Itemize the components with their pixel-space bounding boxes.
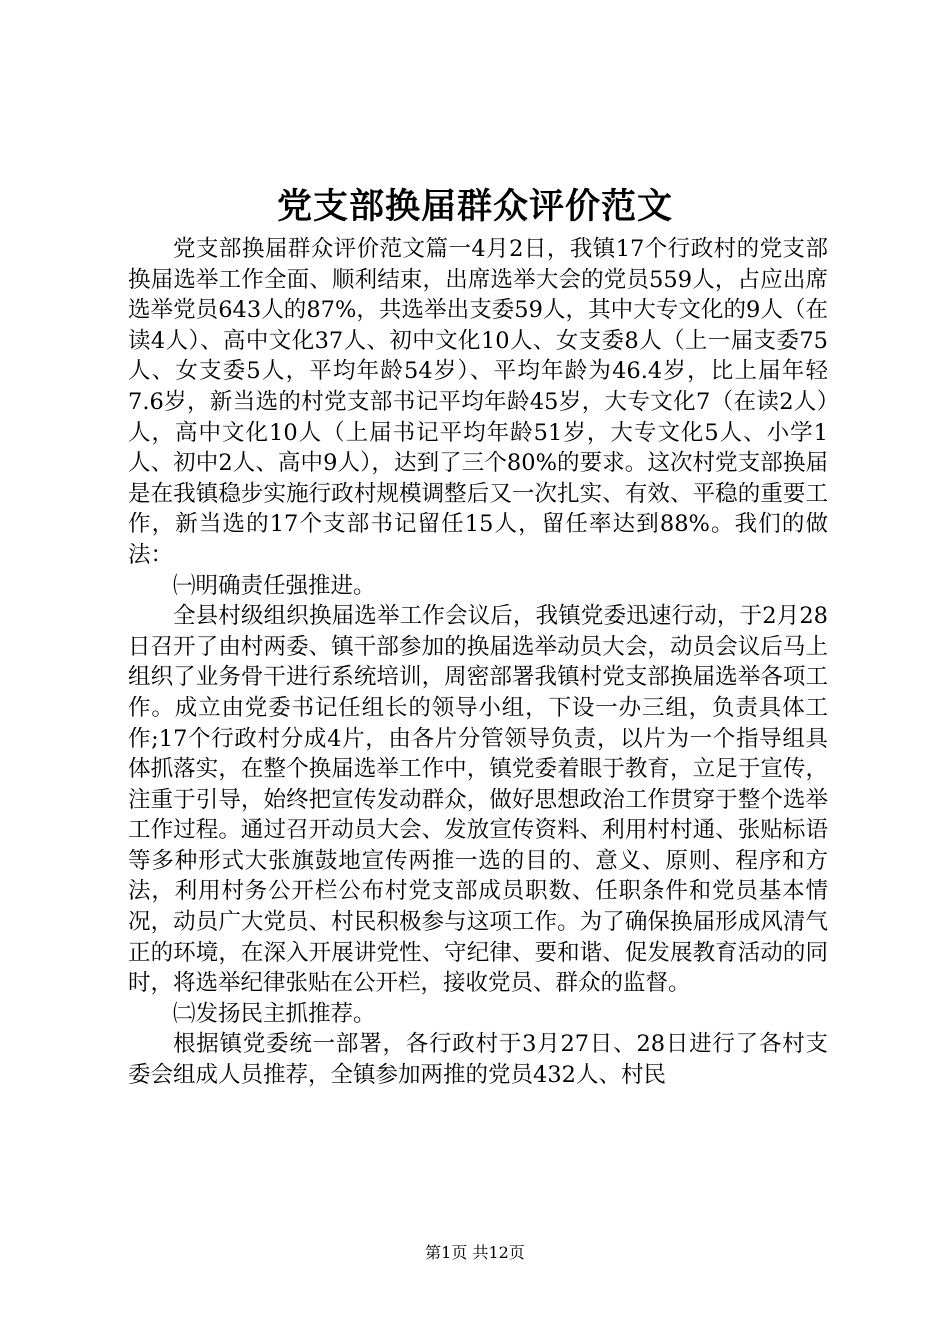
paragraph-section-2: 根据镇党委统一部署，各行政村于3月27日、28日进行了各村支委会组成人员推荐，全镇参加两推的党员432人、村民 [128, 1031, 828, 1089]
section-heading-1: ㈠明确责任强推进。 [173, 572, 376, 599]
document-title: 党支部换届群众评价范文 [276, 186, 673, 227]
page-footer: 第1页 共12页 [425, 1243, 525, 1262]
section-heading-2: ㈡发扬民主抓推荐。 [173, 1000, 376, 1027]
paragraph-section-1: 全县村级组织换届选举工作会议后，我镇党委迅速行动，于2月28日召开了由村两委、镇干部参加的换届选举动员大会，动员会议后马上组织了业务骨干进行系统培训，周密部署我镇村党支部换届选举各项工作。成立由党委书记任组长的领导小组，下设一办三组，负责具体工作;17个行政村分成4片，由各片分管领导负责，以片为一个指导组具体抓落实，在整个换届选举工作中，镇党委着眼于教育，立足于宣传，注重于引导，始终把宣传发动群众，做好思想政治工作贯穿于整个选举工作过程。通过召开动员大会、发放宣传资料、利用村村通、张贴标语等多种形式大张旗鼓地宣传两推一选的目的、意义、原则、程序和方法，利用村务公开栏公布村党支部成员职数、任职条件和党员基本情况，动员广大党员、村民积极参与这项工作。为了确保换届形成风清气正的环境，在深入开展讲党性、守纪律、要和谐、促发展教育活动的同时，将选举纪律张贴在公开栏，接收党员、群众的监督。 [128, 603, 828, 997]
paragraph-intro: 党支部换届群众评价范文篇一4月2日，我镇17个行政村的党支部换届选举工作全面、顺利结束，出席选举大会的党员559人，占应出席选举党员643人的87%，共选举出支委59人，其中大专文化的9人（在读4人）、高中文化37人、初中文化10人、女支委8人（上一届支委75人、女支委5人，平均年龄54岁）、平均年龄为46.4岁，比上届年轻7.6岁，新当选的村党支部书记平均年龄45岁，大专文化7（在读2人）人，高中文化10人（上届书记平均年龄51岁，大专文化5人、小学1人、初中2人、高中9人），达到了三个80%的要求。这次村党支部换届是在我镇稳步实施行政村规模调整后又一次扎实、有效、平稳的重要工作，新当选的17个支部书记留任15人，留任率达到88%。我们的做法： [128, 236, 828, 568]
document-body [128, 234, 828, 1091]
